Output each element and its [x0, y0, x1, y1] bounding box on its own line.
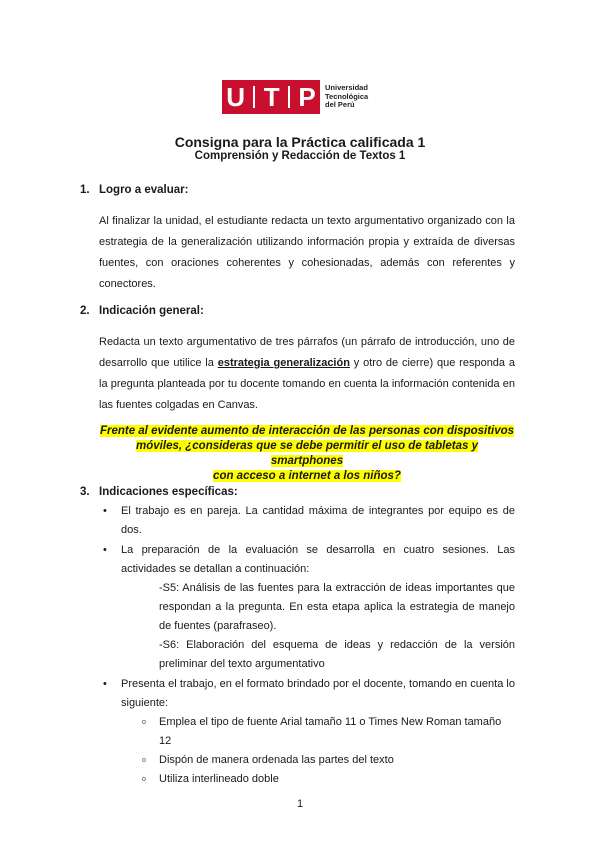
section-1-body: Al finalizar la unidad, el estudiante redacta un texto argumentativo organizado con la estrategia de la generalización utilizando información propia y extraída de diversas fuentes, con oraciones coherentes y cohesionadas, además con referentes y conectores. — [99, 215, 515, 290]
page-number: 1 — [296, 798, 304, 810]
bullet-icon: • — [103, 678, 107, 690]
section-2-heading — [80, 305, 204, 317]
section-title: Indicaciones específicas: — [99, 486, 238, 498]
section-title: Indicación general: — [99, 305, 204, 317]
logo-separator — [253, 86, 255, 108]
section-number: 2. — [80, 305, 90, 317]
section-title: Logro a evaluar: — [99, 184, 189, 196]
logo-letter-p: P — [298, 82, 316, 112]
utp-logo — [222, 80, 368, 114]
section-3-heading — [80, 486, 238, 498]
session-s6: -S6: Elaboración del esquema de ideas y redacción de la versión preliminar del texto argumentativo — [159, 639, 515, 670]
logo-wordmark — [325, 84, 368, 110]
sub-list-item: Emplea el tipo de fuente Arial tamaño 11 o Times New Roman tamaño 12 — [159, 716, 502, 747]
body-text: Redacta un texto argumentativo de tres párrafos (un párrafo de introducción, uno de desarrollo que utilice la — [99, 336, 515, 369]
logo-letter-t: T — [263, 82, 280, 112]
list-item: El trabajo es en pareja. La cantidad máxima de integrantes por equipo es de dos. — [121, 505, 515, 536]
section-number: 1. — [80, 184, 90, 196]
sub-list-item: Dispón de manera ordenada las partes del texto — [159, 754, 394, 766]
sub-bullet-icon: o — [142, 776, 146, 783]
body-text: y otro de cierre) que responda a la pregunta planteada por tu docente tomando en cuenta la información contenida en las fuentes colgadas en Canvas. — [99, 357, 515, 411]
question-line-3: con acceso a internet a los niños? — [213, 470, 401, 482]
sub-bullet-icon: o — [142, 719, 146, 726]
section-number: 3. — [80, 486, 90, 498]
bullet-icon: • — [103, 544, 107, 556]
logo-line-2: Tecnológica — [325, 91, 369, 101]
section-2-body — [99, 332, 515, 416]
logo-separator — [288, 86, 290, 108]
logo-line-3: del Perú — [325, 100, 355, 110]
logo-mark — [222, 80, 320, 114]
sub-bullet-icon: o — [142, 757, 146, 764]
section-1-heading — [80, 184, 188, 196]
emphasis-text: estrategia generalización — [217, 357, 350, 369]
logo-letter-u: U — [226, 82, 245, 112]
question-line-1: Frente al evidente aumento de interacción de las personas con dispositivos — [99, 425, 515, 437]
list-item: La preparación de la evaluación se desarrolla en cuatro sesiones. Las actividades se detallan a continuación: — [121, 544, 515, 575]
page-subtitle: Comprensión y Redacción de Textos 1 — [194, 150, 406, 162]
session-s5: -S5: Análisis de las fuentes para la extracción de ideas importantes que respondan a la pregunta. En esta etapa aplica la estrategia de manejo de fuentes (parafraseo). — [159, 582, 515, 632]
page-title: Consigna para la Práctica calificada 1 — [174, 134, 426, 150]
bullet-icon: • — [103, 505, 107, 517]
sub-list-item: Utiliza interlineado doble — [159, 773, 279, 785]
guiding-question — [99, 424, 515, 484]
logo-line-1: Universidad — [325, 83, 368, 93]
question-line-2: móviles, ¿consideras que se debe permitir el uso de tabletas y smartphones — [136, 440, 478, 467]
list-item: Presenta el trabajo, en el formato brindado por el docente, tomando en cuenta lo siguiente: — [121, 678, 515, 709]
